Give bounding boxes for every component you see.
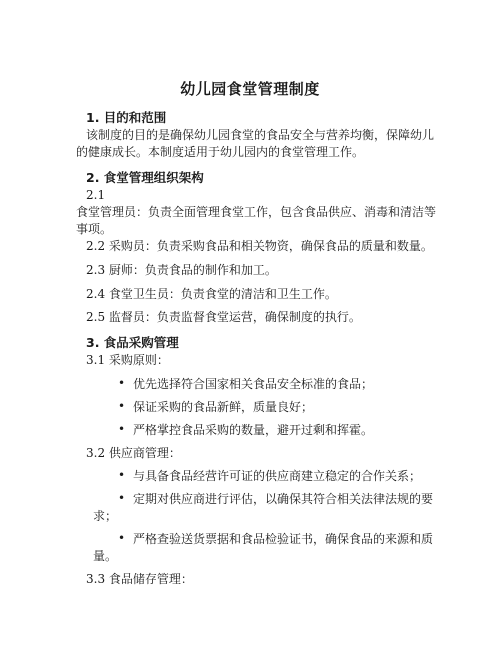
bullet-marker: • — [118, 468, 126, 482]
item-2-1-text-line-1: 食堂管理员：负责全面管理食堂工作，包含食品供应、消毒和清洁等 — [76, 205, 437, 219]
item-2-1-number: 2.1 — [86, 188, 106, 202]
item-3-2: 3.2 供应商管理： — [86, 446, 181, 460]
item-2-4: 2.4 食堂卫生员：负责食堂的清洁和卫生工作。 — [86, 287, 337, 301]
item-2-2: 2.2 采购员：负责采购食品和相关物资，确保食品的质量和数量。 — [86, 239, 433, 253]
bullet-marker: • — [118, 491, 126, 505]
item-3-3: 3.3 食品储存管理： — [86, 572, 193, 586]
item-3-1-bullet-3: 严格掌控食品采购的数量，避开过剩和挥霍。 — [133, 423, 374, 437]
document-title: 幼儿园食堂管理制度 — [180, 80, 320, 98]
item-2-1-text-line-2: 事项。 — [76, 222, 113, 236]
section-1-heading: 1. 目的和范围 — [86, 110, 167, 125]
item-3-2-bullet-3-line-2: 量。 — [93, 549, 118, 563]
bullet-marker: • — [118, 376, 126, 390]
item-3-1-bullet-1: 优先选择符合国家相关食品安全标准的食品； — [133, 377, 374, 391]
item-3-2-bullet-3-line-1: 严格查验送货票据和食品检验证书，确保食品的来源和质 — [133, 532, 434, 546]
section-3-heading: 3. 食品采购管理 — [86, 335, 179, 350]
section-1-text-line-2: 的健康成长。本制度适用于幼儿园内的食堂管理工作。 — [76, 145, 365, 159]
item-3-1: 3.1 采购原则： — [86, 353, 169, 367]
item-2-5: 2.5 监督员：负责监督食堂运营，确保制度的执行。 — [86, 310, 361, 324]
bullet-marker: • — [118, 531, 126, 545]
item-3-2-bullet-2-line-1: 定期对供应商进行评估，以确保其符合相关法律法规的要 — [133, 492, 434, 506]
item-3-1-bullet-2: 保证采购的食品新鲜，质量良好； — [133, 400, 314, 414]
section-1-text-line-1: 该制度的目的是确保幼儿园食堂的食品安全与营养均衡，保障幼儿 — [86, 128, 435, 142]
bullet-marker: • — [118, 399, 126, 413]
bullet-marker: • — [118, 422, 126, 436]
item-3-2-bullet-2-line-2: 求； — [93, 509, 118, 523]
item-2-3: 2.3 厨师：负责食品的制作和加工。 — [86, 263, 277, 277]
item-3-2-bullet-1: 与具备食品经营许可证的供应商建立稳定的合作关系； — [133, 469, 422, 483]
section-2-heading: 2. 食堂管理组织架构 — [86, 170, 204, 185]
